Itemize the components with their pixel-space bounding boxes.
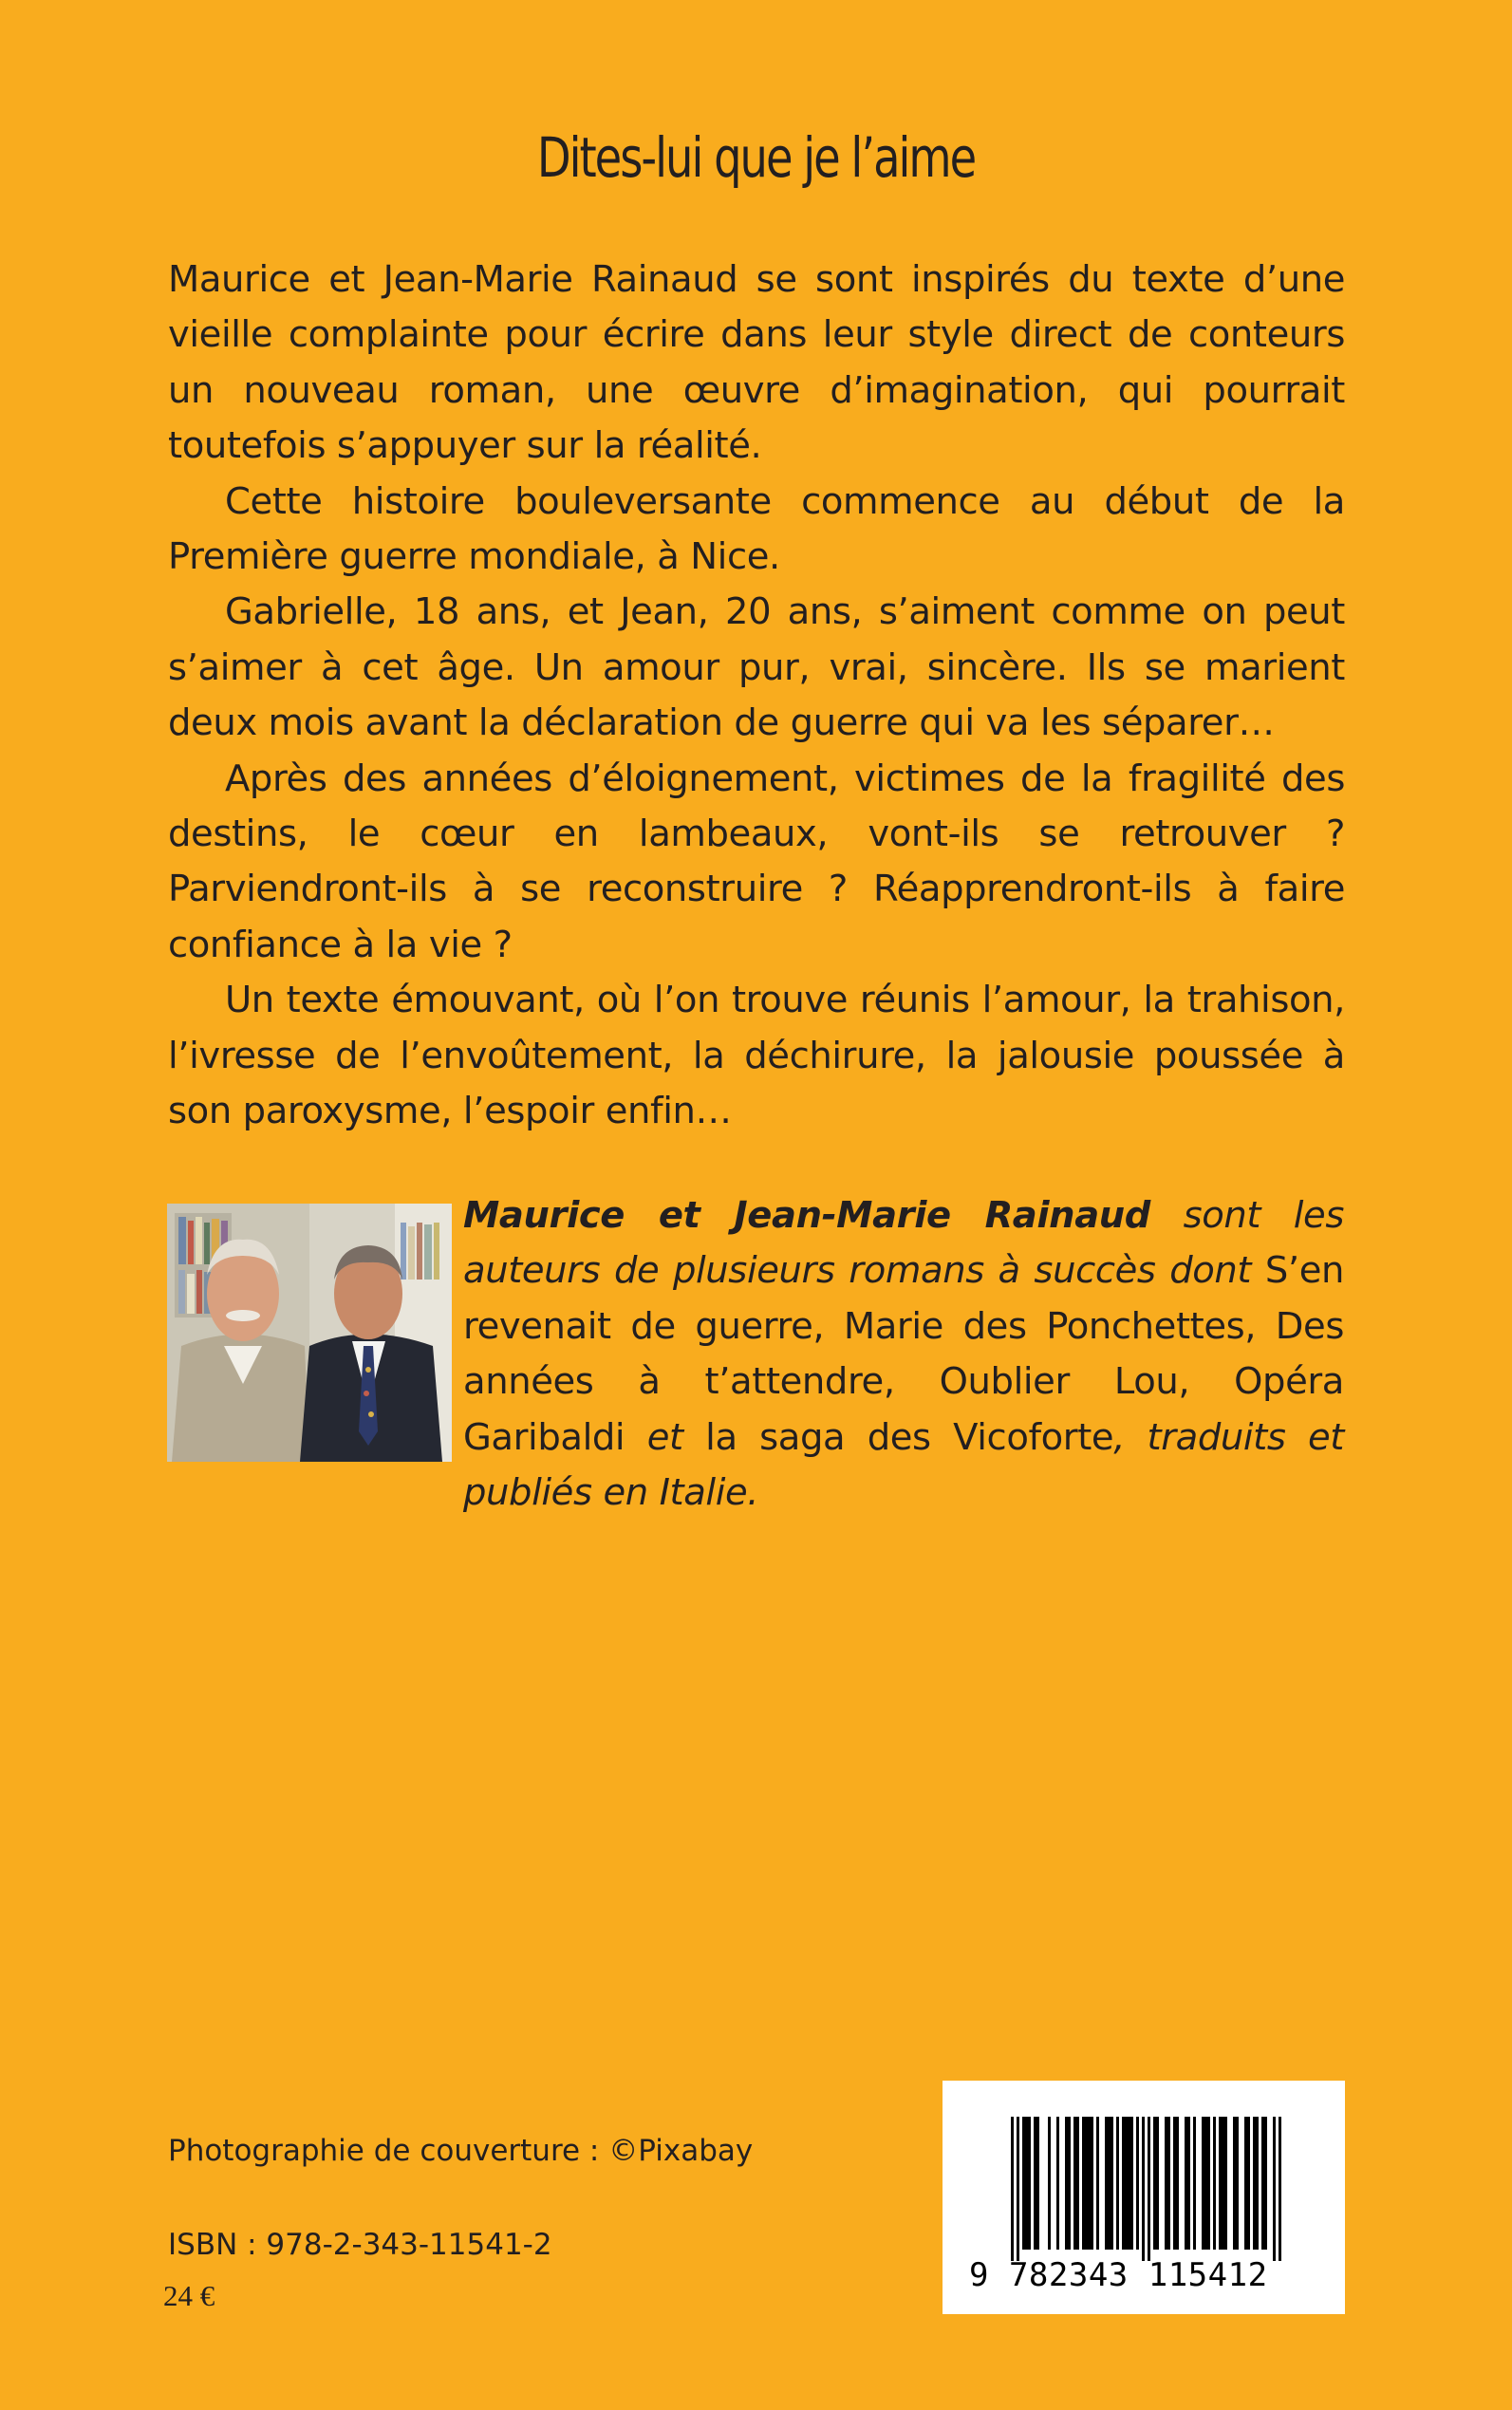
book-title: Dites-lui que je l’aime bbox=[536, 125, 976, 190]
barcode-bar bbox=[1011, 2117, 1014, 2261]
photo-credit: Photographie de couverture : ©Pixabay bbox=[168, 2134, 754, 2168]
barcode-bar bbox=[1204, 2117, 1207, 2250]
barcode-bar bbox=[1219, 2117, 1222, 2250]
barcode-bar bbox=[1279, 2117, 1281, 2261]
bio-authors: Maurice et Jean-Marie Rainaud bbox=[463, 1194, 1150, 1237]
barcode-bar bbox=[1273, 2117, 1276, 2261]
authors-photo bbox=[167, 1204, 452, 1462]
barcode-bar bbox=[1148, 2117, 1150, 2261]
barcode-bar bbox=[1082, 2117, 1085, 2250]
barcode-bar bbox=[1167, 2117, 1170, 2250]
bio-titles: S’en revenait de guerre, Marie des Ponchettes, Des années à t’attendre, Oublier Lou, Opéra Garibaldi bbox=[463, 1249, 1344, 1459]
bio-intro: sont les auteurs de plusieurs romans à succès dont bbox=[463, 1194, 1344, 1293]
barcode-bar bbox=[1193, 2117, 1196, 2250]
barcode-bar bbox=[1253, 2117, 1256, 2250]
bio-saga: la saga des Vicoforte bbox=[705, 1415, 1114, 1459]
barcode-bar bbox=[1122, 2117, 1125, 2250]
back-cover-blurb bbox=[168, 252, 1345, 1140]
barcode-bar bbox=[1173, 2117, 1176, 2250]
barcode-bar bbox=[1256, 2117, 1259, 2250]
barcode-bar bbox=[1244, 2117, 1247, 2250]
barcode-bar bbox=[1176, 2117, 1179, 2250]
barcode-bar bbox=[1108, 2117, 1111, 2250]
blurb-paragraph: Un texte émouvant, où l’on trouve réunis l’amour, la trahison, l’ivresse de l’envoûtement, la déchirure, la jalousie poussée à son paroxysme, l’espoir enfin… bbox=[168, 979, 1345, 1133]
barcode-bar bbox=[1142, 2117, 1145, 2261]
barcode-bar bbox=[1207, 2117, 1210, 2250]
price: 24 € bbox=[163, 2279, 215, 2312]
barcode-bar bbox=[1136, 2117, 1139, 2250]
barcode-bar bbox=[1222, 2117, 1224, 2250]
barcode bbox=[943, 2081, 1345, 2314]
barcode-bar bbox=[1068, 2117, 1071, 2250]
barcode-bar bbox=[1088, 2117, 1091, 2250]
barcode-bar bbox=[1073, 2117, 1076, 2250]
blurb-paragraph: Cette histoire bouleversante commence au début de la Première guerre mondiale, à Nice. bbox=[168, 479, 1345, 579]
barcode-bar bbox=[1076, 2117, 1079, 2250]
barcode-bar bbox=[1065, 2117, 1068, 2250]
barcode-bar bbox=[1128, 2117, 1130, 2250]
blurb-paragraph: Maurice et Jean-Marie Rainaud se sont inspirés du texte d’une vieille complainte pour écrire dans leur style direct de conteurs un nouveau roman, une œuvre d’imagination, qui pourrait toutefois s’appuyer sur la réalité. bbox=[168, 258, 1345, 468]
barcode-bar bbox=[1233, 2117, 1236, 2250]
barcode-bar bbox=[1105, 2117, 1108, 2250]
isbn: ISBN : 978-2-343-11541-2 bbox=[168, 2228, 552, 2262]
barcode-bar bbox=[1156, 2117, 1159, 2250]
barcode-bar bbox=[1261, 2117, 1264, 2250]
barcode-bar bbox=[1056, 2117, 1059, 2250]
barcode-bar bbox=[1028, 2117, 1031, 2250]
barcode-bar bbox=[1085, 2117, 1088, 2250]
barcode-bar bbox=[1130, 2117, 1133, 2250]
barcode-digits: 9 782343 115412 bbox=[969, 2256, 1268, 2294]
barcode-bar bbox=[1036, 2117, 1039, 2250]
blurb-paragraph: Après des années d’éloignement, victimes de la fragilité des destins, le cœur en lambeaux, vont-ils se retrouver ? Parviendront-ils à se reconstruire ? Réapprendront-ils à faire confiance à la vie ? bbox=[168, 757, 1345, 966]
barcode-bar bbox=[1017, 2117, 1019, 2261]
barcode-bar bbox=[1187, 2117, 1190, 2250]
barcode-bar bbox=[1224, 2117, 1227, 2250]
barcode-bar bbox=[1091, 2117, 1093, 2250]
barcode-bar bbox=[1247, 2117, 1250, 2250]
bio-outro: , traduits et publiés en Italie. bbox=[463, 1415, 1344, 1515]
barcode-bar bbox=[1048, 2117, 1051, 2250]
barcode-bar bbox=[1022, 2117, 1025, 2250]
authors-bio bbox=[463, 1188, 1344, 1521]
barcode-bar bbox=[1236, 2117, 1239, 2250]
barcode-bar bbox=[1153, 2117, 1156, 2250]
barcode-bar bbox=[1116, 2117, 1119, 2250]
blurb-paragraph: Gabrielle, 18 ans, et Jean, 20 ans, s’aiment comme on peut s’aimer à cet âge. Un amour pur, vrai, sincère. Ils se marient deux mois avant la déclaration de guerre qui va les séparer… bbox=[168, 590, 1345, 745]
barcode-bar bbox=[1125, 2117, 1128, 2250]
barcode-bar bbox=[1202, 2117, 1204, 2250]
barcode-bars bbox=[1007, 2117, 1292, 2261]
bio-connector: et bbox=[625, 1415, 706, 1459]
barcode-bar bbox=[1264, 2117, 1267, 2250]
barcode-bar bbox=[1185, 2117, 1187, 2250]
barcode-bar bbox=[1096, 2117, 1099, 2250]
barcode-bar bbox=[1034, 2117, 1036, 2250]
barcode-bar bbox=[1025, 2117, 1028, 2250]
barcode-bar bbox=[1213, 2117, 1216, 2250]
barcode-bar bbox=[1111, 2117, 1113, 2250]
barcode-bar bbox=[1165, 2117, 1167, 2250]
